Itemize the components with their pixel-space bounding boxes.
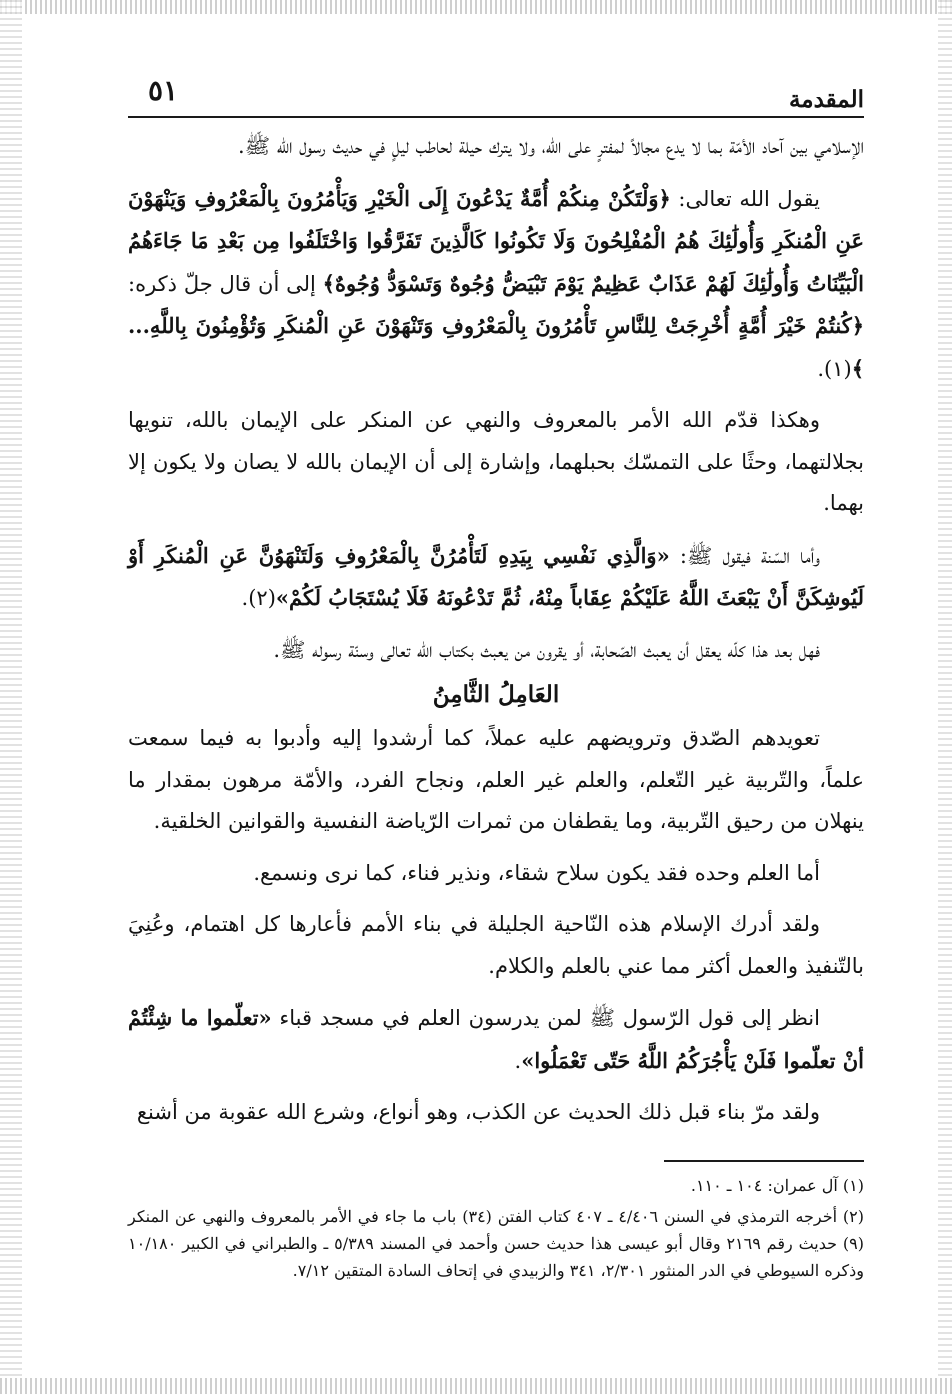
footnote-divider xyxy=(664,1160,864,1162)
paragraph-9-intro: انظر إلى قول الرّسول ﷺ لمن يدرسون العلم في مسجد قباء xyxy=(271,1006,820,1030)
paragraph-5: فهل بعد هذا كلّه يعقل أن يعبث الصّحابة، أو يقرون من يعبث بكتاب الله تعالى وسنّة رسوله ﷺ. xyxy=(273,637,820,662)
paragraph-4 xyxy=(128,535,864,620)
footnote-text: آل عمران: ١٠٤ ـ ١١٠. xyxy=(690,1175,838,1195)
paragraph-2-mid: إلى أن قال جلّ ذكره: xyxy=(128,271,323,296)
page-border-top xyxy=(0,0,952,14)
footnote-number: (٢) xyxy=(842,1206,864,1226)
footnote-item xyxy=(128,1203,864,1284)
page-number: ٥١ xyxy=(148,74,179,107)
quran-quote-2: ﴿كُنتُمْ خَيْرَ أُمَّةٍ أُخْرِجَتْ لِلنَّاسِ تَأْمُرُونَ بِالْمَعْرُوفِ وَتَنْهَوْنَ عَنِ الْمُنكَرِ وَتُؤْمِنُونَ بِاللَّهِ... ﴾ xyxy=(128,313,864,381)
running-header xyxy=(128,70,864,118)
quran-quote-1: ﴿وَلْتَكُنْ مِنكُمْ أُمَّةٌ يَدْعُونَ إِلَى الْخَيْرِ وَيَأْمُرُونَ بِالْمَعْرُوفِ وَيَنْهَوْنَ عَنِ الْمُنكَرِ وَأُولَٰئِكَ هُمُ الْمُفْلِحُونَ وَلَا تَكُونُوا كَالَّذِينَ تَفَرَّقُوا وَاخْتَلَفُوا مِن بَعْدِ مَا جَاءَهُمُ الْبَيِّنَاتُ وَأُولَٰئِكَ لَهُمْ عَذَابٌ عَظِيمٌ يَوْمَ تَبْيَضُّ وُجُوهٌ وَتَسْوَدُّ وُجُوهٌ﴾ xyxy=(128,185,865,296)
paragraph-10: ولقد مرّ بناء قبل ذلك الحديث عن الكذب، وهو أنواع، وشرع الله عقوبة من أشنع xyxy=(136,1100,820,1124)
footnotes xyxy=(128,1172,864,1284)
paragraph-4-intro: وأما السّنة فيقول ﷺ: xyxy=(669,543,820,568)
book-page xyxy=(128,70,864,1288)
page-border-right xyxy=(938,0,952,1394)
page-border-left xyxy=(0,0,22,1394)
paragraph-7: أما العلم وحده فقد يكون سلاح شقاء، ونذير فناء، كما نرى ونسمع. xyxy=(253,860,820,885)
footnote-ref-2: (٢). xyxy=(241,586,276,610)
hadith-quote-2: «تعلّموا ما شِئْتُمْ أنْ تعلّموا فَلَنْ يَأْجُرَكُمُ اللَّهُ حَتّى تَعْمَلُوا» xyxy=(128,1005,864,1073)
paragraph-9 xyxy=(128,997,864,1082)
footnote-text: أخرجه الترمذي في السنن ٤/٤٠٦ ـ ٤٠٧ كتاب الفتن (٣٤) باب ما جاء في الأمر بالمعروف والنهي عن المنكر (٩) حديث رقم ٢١٦٩ وقال أبو عيسى هذا حديث حسن وأحمد في المسند ٥/٣٨٩ ـ والطبراني في الكبير ١٠/١٨٠ وذكره السيوطي في الدر المنثور ٢/٣٠١، ٣٤١ والزبيدي في إتحاف السادة المتقين ٧/١٢. xyxy=(128,1206,864,1280)
paragraph-2-intro: يقول الله تعالى: xyxy=(670,186,820,211)
paragraph-6: تعويدهم الصّدق وترويضهم عليه عملاً، كما أرشدوا إليه وأدبوا به فيما سمعت علماً، والتّربية غير التّعلم، والعلم غير العلم، ونجاح الفرد، والأمّة مرهون بمقدار ما ينهلان من رحيق التّربية، وما يقطفان من ثمرات الرّياضة النفسية والقوانين الخلقية. xyxy=(128,726,864,833)
paragraph-8: ولقد أدرك الإسلام هذه النّاحية الجليلة في بناء الأمم فأعارها كل اهتمام، وعُنِيَ بالتّنفيذ والعمل أكثر مما عني بالعلم والكلام. xyxy=(128,912,864,978)
paragraph-1: الإسلامي بين آحاد الأمّة بما لا يدع مجالاً لمفترٍ على الله، ولا يترك حيلة لحاطب ليلٍ في حديث رسول الله ﷺ. xyxy=(238,134,864,158)
footnote-number: (١) xyxy=(842,1175,864,1195)
page-body xyxy=(128,126,864,1134)
paragraph-9-end: . xyxy=(514,1048,522,1073)
section-heading: العَامِلُ الثَّامِنُ xyxy=(432,681,560,708)
hadith-quote-1: «وَالَّذِي نَفْسِي بِيَدِهِ لَتَأْمُرُنَّ بِالْمَعْرُوفِ وَلَتَنْهَوُنَّ عَنِ الْمُنكَرِ أَوْ لَيُوشِكَنَّ أَنْ يَبْعَثَ اللَّهُ عَلَيْكُمْ عِقَاباً مِنْهُ، ثُمَّ تَدْعُونَهُ فَلَا يُسْتَجَابُ لَكُمْ» xyxy=(128,542,864,610)
paragraph-2 xyxy=(128,178,864,391)
page-border-bottom xyxy=(0,1378,952,1394)
footnote-item xyxy=(128,1172,864,1199)
chapter-title: المقدمة xyxy=(788,86,864,113)
paragraph-3: وهكذا قدّم الله الأمر بالمعروف والنهي عن المنكر على الإيمان بالله، تنويها بجلالتهما، وحثًا على التمسّك بحبلهما، وإشارة إلى أن الإيمان بالله لا يصان ولا يكون إلا بهما. xyxy=(128,408,864,515)
footnote-ref-1: (١). xyxy=(817,356,852,381)
